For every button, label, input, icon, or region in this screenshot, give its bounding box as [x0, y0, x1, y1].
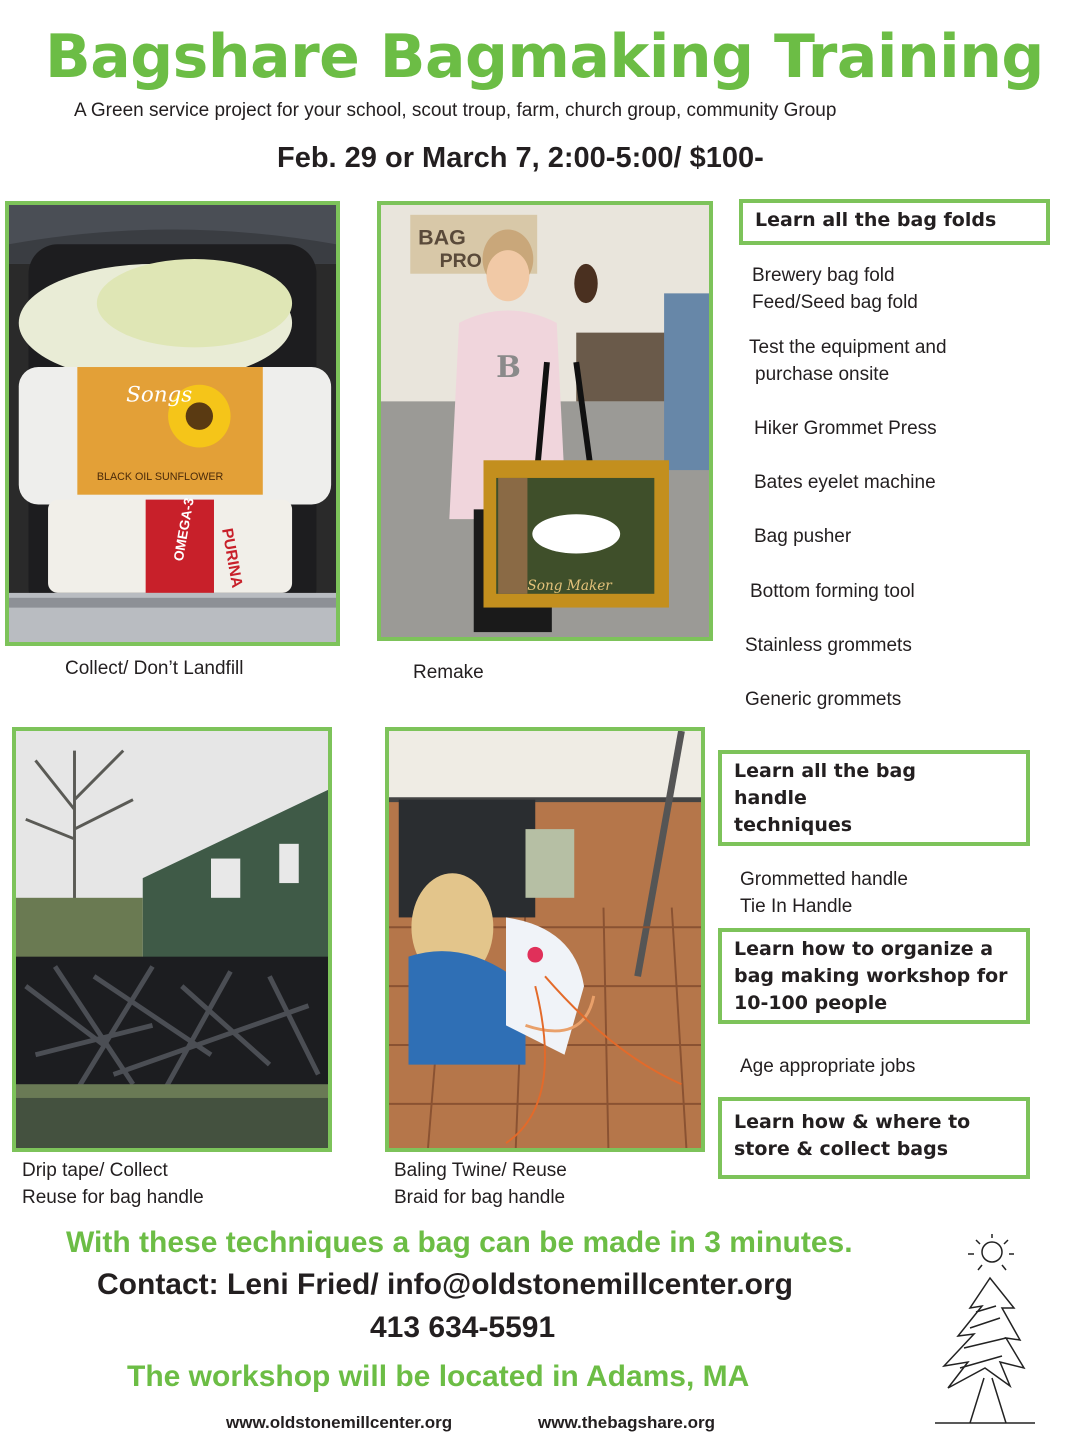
box-handle-heading-line1: Learn all the bag: [734, 760, 916, 782]
caption-baling-twine-line2: Braid for bag handle: [394, 1187, 566, 1208]
phone-number: 413 634-5591: [370, 1311, 556, 1344]
list-item: purchase onsite: [755, 364, 890, 385]
subtitle: A Green service project for your school, scout troup, farm, church group, community Group: [74, 100, 837, 121]
caption-baling-twine-line1: Baling Twine/ Reuse: [394, 1160, 567, 1181]
banner-text-1: BAG: [418, 225, 466, 250]
list-item: Bottom forming tool: [750, 581, 915, 602]
box-bag-folds: [739, 199, 1050, 245]
contact-info: Contact: Leni Fried/ info@oldstonemillcenter.org: [97, 1268, 793, 1301]
caption-collect: Collect/ Don’t Landfill: [65, 658, 244, 679]
list-item: Hiker Grommet Press: [754, 418, 937, 439]
caption-drip-tape-line2: Reuse for bag handle: [22, 1187, 204, 1208]
svg-text:B: B: [496, 348, 521, 384]
caption-remake: Remake: [413, 662, 484, 683]
caption-drip-tape-line1: Drip tape/ Collect: [22, 1160, 168, 1181]
box-store-collect: [718, 1097, 1030, 1179]
box-bag-folds-heading: Learn all the bag folds: [755, 209, 997, 231]
list-item: Bates eyelet machine: [754, 472, 936, 493]
bag-brand-text: Songs: [126, 382, 193, 408]
photo-remake: [377, 201, 713, 641]
box-organize-heading-line2: bag making workshop for: [734, 965, 1008, 987]
bag-omega-text: OMEGA-3: [170, 496, 197, 563]
box-handle-heading-line2: handle: [734, 787, 807, 809]
list-item: Grommetted handle: [740, 869, 908, 890]
bag-print-text: Song Maker: [527, 577, 612, 594]
photo-collect: [5, 201, 340, 646]
page-title: Bagshare Bagmaking Training: [45, 22, 1044, 92]
list-item: Feed/Seed bag fold: [752, 292, 918, 313]
list-item: Age appropriate jobs: [740, 1056, 916, 1077]
list-item: Test the equipment and: [749, 337, 947, 358]
box-store-heading-line1: Learn how & where to: [734, 1111, 971, 1133]
list-item: Stainless grommets: [745, 635, 912, 656]
box-handle-heading-line3: techniques: [734, 814, 853, 836]
list-item: Generic grommets: [745, 689, 902, 710]
box-store-heading-line2: store & collect bags: [734, 1138, 949, 1160]
box-organize-heading-line1: Learn how to organize a: [734, 938, 994, 960]
box-organize-heading-line3: 10-100 people: [734, 992, 888, 1014]
box-organize-workshop: [718, 928, 1030, 1024]
caption-baling-twine: [394, 1157, 567, 1211]
website-link-bagshare[interactable]: www.thebagshare.org: [538, 1413, 715, 1432]
tree-sun-logo: [930, 1228, 1040, 1428]
bag-label-text: BLACK OIL SUNFLOWER: [96, 470, 224, 483]
bag-purina-text: PURINA: [218, 526, 246, 590]
banner-text-2: PRO: [439, 249, 482, 272]
photo-drip-tape: [12, 727, 332, 1152]
location-note: The workshop will be located in Adams, MA: [127, 1360, 750, 1393]
event-date-price: Feb. 29 or March 7, 2:00-5:00/ $100-: [277, 142, 764, 174]
box-handle-techniques: [718, 750, 1030, 846]
website-link-oldstonemill[interactable]: www.oldstonemillcenter.org: [226, 1413, 453, 1432]
list-item: Tie In Handle: [740, 896, 853, 917]
list-item: Bag pusher: [754, 526, 852, 547]
list-item: Brewery bag fold: [752, 265, 895, 286]
tagline: With these techniques a bag can be made in 3 minutes.: [66, 1226, 853, 1259]
photo-baling-twine: [385, 727, 705, 1152]
caption-drip-tape: [22, 1157, 204, 1211]
